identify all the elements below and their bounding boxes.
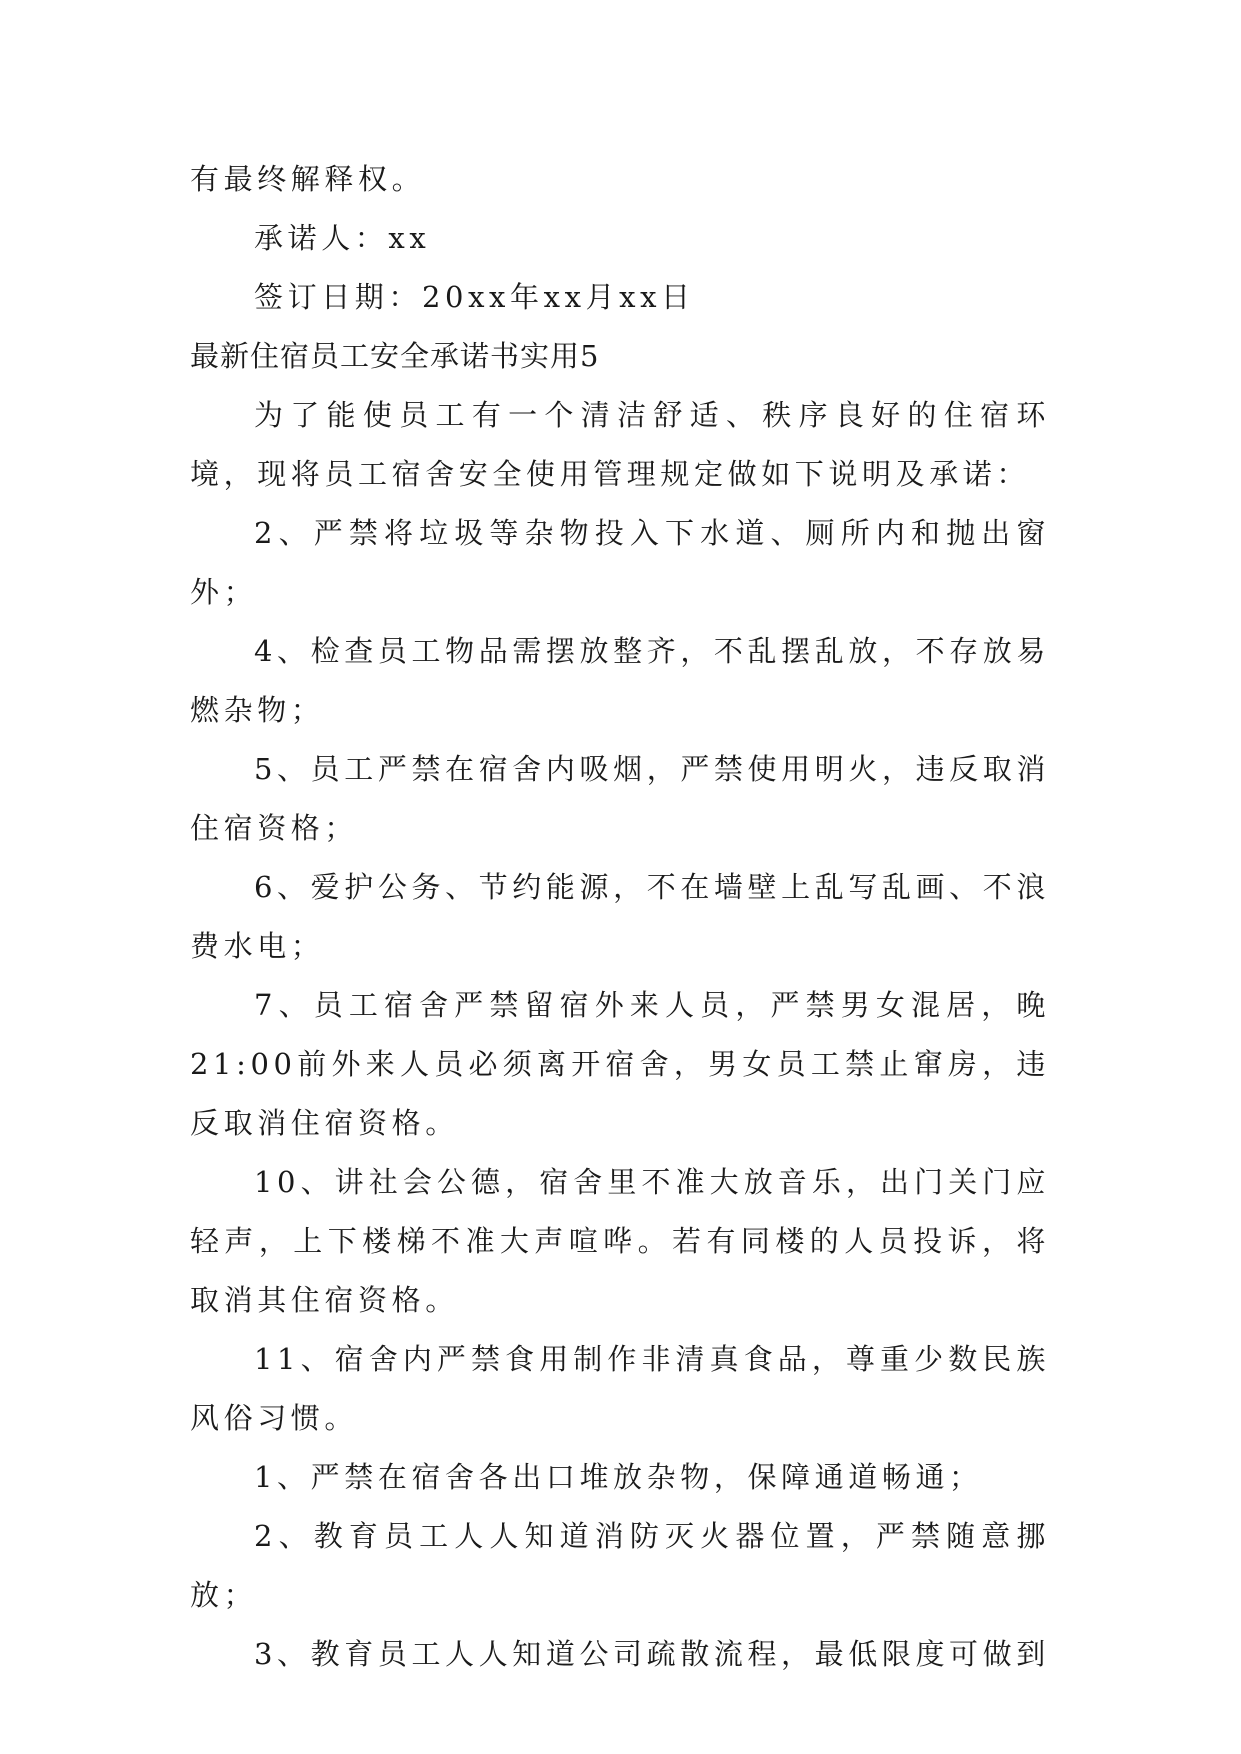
rule-item: 3、教育员工人人知道公司疏散流程，最低限度可做到: [254, 1637, 1050, 1671]
rule-item: 2、严禁将垃圾等杂物投入下水道、厕所内和抛出窗外；: [190, 516, 1050, 609]
paragraph-closing: 有最终解释权。: [190, 162, 426, 196]
rule-item: 11、宿舍内严禁食用制作非清真食品，尊重少数民族风俗习惯。: [190, 1342, 1050, 1435]
promisor-line: 承诺人：xx: [254, 221, 431, 255]
rule-item: 5、员工严禁在宿舍内吸烟，严禁使用明火，违反取消住宿资格；: [190, 752, 1050, 845]
rule-item: 1、严禁在宿舍各出口堆放杂物，保障通道畅通；: [254, 1460, 983, 1494]
paragraph-intro: 为了能使员工有一个清洁舒适、秩序良好的住宿环境，现将员工宿舍安全使用管理规定做如下说明及承诺：: [190, 398, 1050, 491]
rule-item: 6、爱护公务、节约能源，不在墙壁上乱写乱画、不浪费水电；: [190, 870, 1050, 963]
rule-item: 4、检查员工物品需摆放整齐，不乱摆乱放，不存放易燃杂物；: [190, 634, 1050, 727]
document-body: [190, 150, 1050, 1684]
rule-item: 7、员工宿舍严禁留宿外来人员，严禁男女混居，晚21:00前外来人员必须离开宿舍，男女员工禁止窜房，违反取消住宿资格。: [190, 988, 1050, 1140]
section-title: 最新住宿员工安全承诺书实用5: [190, 339, 600, 373]
rule-item: 10、讲社会公德，宿舍里不准大放音乐，出门关门应轻声，上下楼梯不准大声喧哗。若有同楼的人员投诉，将取消其住宿资格。: [190, 1165, 1050, 1317]
rule-item: 2、教育员工人人知道消防灭火器位置，严禁随意挪放；: [190, 1519, 1050, 1612]
signing-date-line: 签订日期：20xx年xx月xx日: [254, 280, 695, 314]
